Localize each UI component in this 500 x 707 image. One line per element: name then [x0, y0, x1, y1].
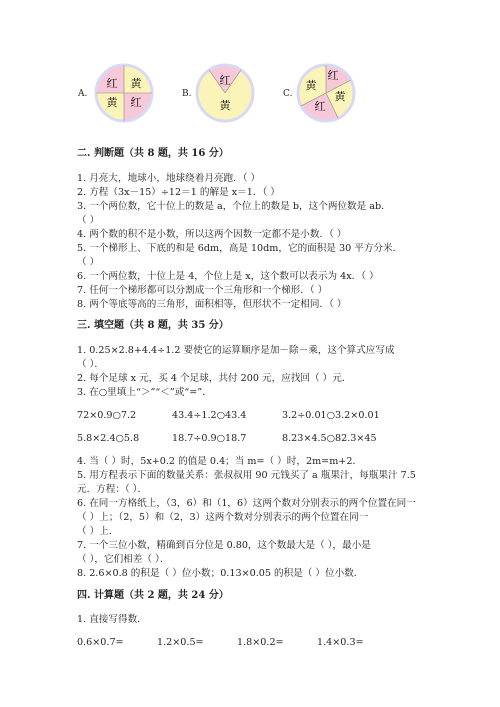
pie-chart-a: [93, 62, 155, 124]
pie-b-text-0: 红: [219, 74, 231, 87]
fill-q2: 2. 每个足球 x 元，买 4 个足球，共付 200 元，应找回（ ）元．: [77, 373, 352, 384]
option-label-a: A.: [78, 89, 88, 99]
calc-item-2: 1.2×0.5=: [157, 637, 204, 648]
fill-q6-line3: （ ）上．: [77, 526, 119, 537]
judge-q4: 4. 两个数的积不是小数，所以这两个因数一定都不是小数．（ ）: [77, 229, 347, 240]
judge-q1: 1. 月亮大，地球小，地球绕着月亮跑．（ ）: [77, 173, 261, 184]
fill-q6: 6. 在同一方格纸上，（3，6）和（1，6）这两个数对分别表示的两个位置在同一: [77, 498, 416, 509]
option-label-c: C.: [283, 89, 293, 99]
fill-q3: 3. 在○里填上“＞”“＜”或“=”．: [77, 387, 212, 398]
fill-q1: 1. 0.25×2.8+4.4÷1.2 要使它的运算顺序是加－除－乘，这个算式应写成: [77, 345, 395, 356]
calc-item-1: 0.6×0.7=: [77, 637, 124, 648]
judge-q3-answer: （ ）: [77, 215, 100, 226]
fill-q5-equation: 元．方程：（ ）．: [77, 484, 148, 495]
fill-q7-line2: （ ），它们相差（ ）．: [77, 554, 170, 565]
pie-option-a: [78, 62, 168, 124]
calc-item-4: 1.4×0.3=: [317, 637, 364, 648]
section-4-title: 四. 计算题（共 2 题，共 24 分）: [77, 590, 229, 601]
pie-b-text-1: 黄: [219, 99, 231, 112]
pie-option-c: [283, 62, 373, 124]
judge-q3: 3. 一个两位数，它十位上的数是 a，个位上的数是 b，这个两位数是 ab．: [77, 201, 391, 212]
pie-chart-b: [194, 62, 256, 124]
fill-q5: 5. 用方程表示下面的数量关系：张叔叔用 90 元钱买了 a 瓶果汁，每瓶果汁 7.5: [77, 470, 416, 481]
judge-q2: 2. 方程（3x－15）÷12＝1 的解是 x＝1．（ ）: [77, 187, 280, 198]
fill-q6-line2: （ ）上；（2，5）和（2，3）这两个数对分别表示的两个位置在同一: [77, 512, 369, 523]
compare-5: 18.7÷0.9○18.7: [172, 433, 247, 444]
judge-q5: 5. 一个梯形上、下底的和是 6dm，高是 10dm，它的面积是 30 平方分米．: [77, 243, 403, 254]
section-2-title: 二. 判断题（共 8 题，共 16 分）: [77, 148, 229, 159]
pie-option-b: [182, 62, 272, 124]
option-label-b: B.: [182, 89, 192, 99]
compare-3: 3.2÷0.01○3.2×0.01: [282, 410, 380, 421]
fill-q8: 8. 2.6×0.8 的积是（ ）位小数；0.13×0.05 的积是（ ）位小数．: [77, 568, 364, 579]
judge-q6: 6. 一个两位数，十位上是 4，个位上是 x，这个数可以表示为 4x．（ ）: [77, 271, 379, 282]
pie-a-text-2: 黄: [106, 96, 118, 109]
compare-2: 43.4÷1.2○43.4: [172, 410, 247, 421]
fill-q4: 4. 当（ ）时，5x+0.2 的值是 0.4；当 m=（ ）时，2m=m+2．: [77, 456, 363, 467]
pie-c-text-0: 黄: [305, 79, 317, 92]
pie-chart-c: [295, 62, 357, 124]
fill-q1-blank: （ ）．: [77, 359, 105, 370]
compare-6: 8.23×4.5○82.3×45: [282, 433, 377, 444]
calc-q1: 1. 直接写得数．: [77, 614, 147, 625]
pie-a-text-0: 红: [106, 77, 118, 90]
calc-item-3: 1.8×0.2=: [237, 637, 284, 648]
pie-a-text-1: 黄: [130, 77, 142, 90]
pie-c-text-1: 红: [327, 69, 339, 82]
section-3-title: 三. 填空题（共 8 题，共 35 分）: [77, 320, 229, 331]
pie-c-text-2: 红: [314, 100, 326, 113]
compare-4: 5.8×2.4○5.8: [77, 433, 140, 444]
judge-q7: 7. 任何一个梯形都可以分割成一个三角形和一个梯形．（ ）: [77, 285, 328, 296]
judge-q8: 8. 两个等底等高的三角形，面积相等，但形状不一定相同．（ ）: [77, 299, 347, 310]
judge-q5-answer: （ ）: [77, 257, 100, 268]
pie-c-text-3: 黄: [334, 90, 346, 103]
compare-1: 72×0.9○7.2: [77, 410, 137, 421]
fill-q7: 7. 一个三位小数，精确到百分位是 0.80，这个数最大是（ ），最小是: [77, 540, 371, 551]
pie-a-text-3: 红: [130, 96, 142, 109]
